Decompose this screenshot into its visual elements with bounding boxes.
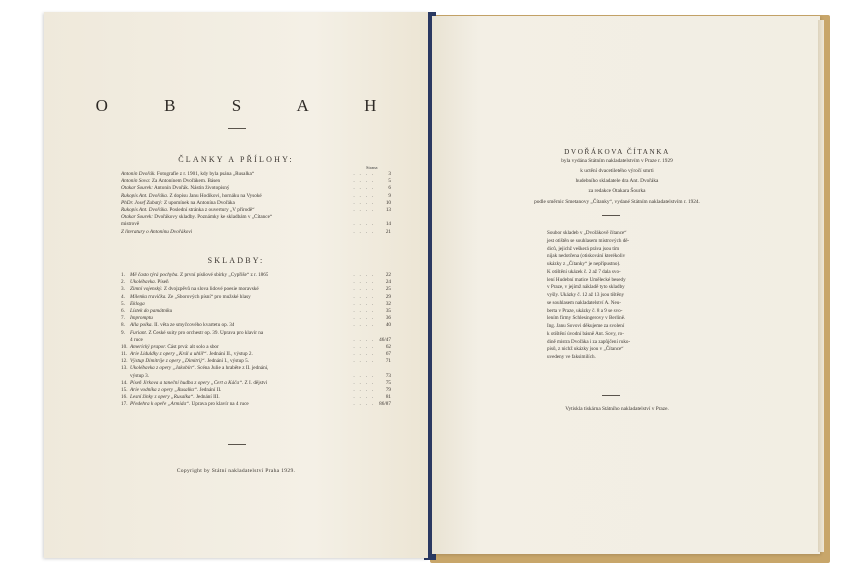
leader-dots: . . . .	[353, 351, 375, 358]
colophon-line: hudebního skladatele dra Ant. Dvořáka	[575, 178, 659, 184]
entry-number: 16.	[121, 394, 128, 401]
entry-page-number: 73	[385, 372, 391, 379]
colophon-title: DVOŘÁKOVA ČÍTANKA	[564, 148, 670, 156]
notice-line: dině mistra Dvořáka i za zapůjčení ruko-	[547, 338, 631, 345]
right-page	[432, 16, 820, 554]
entry-title: Alla polka.	[130, 322, 153, 329]
colophon-line: k uctění dvacetiletého výročí smrti	[580, 168, 654, 174]
notice-line: diců, jejichž veškerá práva jsou tím	[547, 245, 620, 252]
leader-dots: . . . .	[353, 199, 375, 206]
entry-title: Impromptu	[130, 315, 153, 322]
entry-page-number: 62	[385, 343, 391, 350]
entry-title: Ukolébavka.	[130, 279, 157, 286]
colophon-line: za redakce Otakara Šourka	[588, 188, 646, 194]
entry-page-number: 21	[385, 228, 391, 235]
toc-entry	[121, 358, 391, 365]
leader-dots: . . . .	[353, 286, 375, 293]
entry-text: Z České suity pro orchestr op. 39. Úprava pro klavír na	[147, 329, 264, 336]
toc-entry	[121, 308, 391, 315]
toc-entry	[121, 286, 391, 293]
printer-note: Vytiskla tiskárna Státního nakladatelství v Praze.	[565, 406, 669, 412]
entry-page-number: 14	[385, 221, 391, 228]
entry-page-number: 10	[385, 199, 391, 206]
leader-dots: . . . .	[353, 221, 375, 228]
entry-page-number: 22	[385, 272, 391, 278]
entry-number: 3.	[121, 286, 125, 293]
leader-dots: . . . .	[353, 336, 375, 343]
notice-line: Ing. Janu Sovovi děkujeme za svolení	[547, 323, 625, 329]
entry-number: 13.	[121, 365, 128, 372]
entry-text: Z první písňové sbírky „Cypřiše“ z r. 1865	[178, 272, 269, 278]
contents-title: O B S A H	[95, 96, 403, 115]
entry-title: Furiant.	[130, 329, 148, 336]
entry-text: Z upomínek na Antonína Dvořáka	[162, 199, 235, 206]
notice-line: lení Hudební matice Umělecké besedy	[547, 276, 626, 283]
toc-entry	[121, 294, 391, 301]
toc-entry	[121, 178, 391, 185]
articles-heading: ČLANKY A PŘÍLOHY:	[178, 155, 294, 164]
entry-title: Arie vodníka z opery „Rusalka“.	[130, 387, 199, 393]
entry-page-number: 24	[385, 279, 391, 286]
entry-page-number: 46/47	[379, 336, 391, 343]
entry-text: Ze „Sborových písní“ pro mužské hlasy	[166, 293, 251, 300]
entry-number: 4.	[121, 293, 125, 300]
entry-title: Píseň Jirkova a taneční hudba z opery „Čert a Káča“.	[130, 379, 244, 386]
entry-number: 11.	[121, 351, 128, 358]
permissions-notice	[547, 230, 677, 362]
entry-title: Milenka travička.	[130, 293, 167, 300]
notice-line: berta v Praze, ukázky č. 8 a 9 se svo-	[547, 307, 623, 314]
entry-page-number: 32	[385, 300, 391, 307]
entry-author: Otakar Šourek:	[121, 214, 153, 221]
entry-number: 14.	[121, 379, 128, 386]
entry-page-number: 35	[385, 307, 391, 314]
entry-author: Antonín Sova:	[121, 178, 151, 185]
entry-text: Poslední stránka z ouvertury „V přírodě“	[168, 206, 255, 213]
toc-entry	[121, 330, 391, 337]
entry-text: Jednání II.	[198, 387, 222, 393]
toc-entry	[121, 200, 391, 207]
entry-text: Píseň	[156, 279, 169, 286]
leader-dots: . . . .	[353, 387, 375, 393]
entry-author: Antonín Dvořák.	[121, 171, 156, 177]
toc-entry	[121, 301, 391, 308]
entry-author: PhDr. Josef Zubatý:	[121, 199, 163, 206]
toc-entry	[121, 229, 391, 236]
entry-number: 8.	[121, 322, 125, 329]
entry-text: Jednání I., výstup 5.	[205, 358, 250, 365]
leader-dots: . . . .	[353, 185, 375, 192]
entry-number: 1.	[121, 272, 125, 278]
entry-text: Část prvá: alt solo a sbor	[166, 343, 219, 350]
toc-entry	[121, 387, 391, 394]
leader-dots: . . . .	[353, 279, 375, 286]
notice-line: lením firmy Schlesingerovy v Berlíně.	[547, 315, 626, 322]
entry-title: Arie Liduldky z opery „Král a uhlíř“.	[130, 351, 208, 358]
notice-line: v Praze, v jejímž nákladě tyto skladby	[547, 284, 625, 291]
entry-text: Za Antonínem Dvořákem. Básen	[150, 178, 221, 185]
page-stack-edge	[818, 20, 824, 552]
notice-line: K otištění ukázek č. 2 až 7 dala svo-	[547, 268, 621, 275]
entry-title: Lístek do památníku	[130, 307, 173, 314]
entry-text: Fotografie z r. 1901, kdy byla psána „Rusalka“	[155, 171, 255, 177]
toc-entry	[121, 185, 391, 192]
notice-line: nijak nedotčena (otiskování kterékoliv	[547, 253, 626, 260]
entry-page-number: 75	[385, 379, 391, 386]
leader-dots: . . . .	[353, 401, 375, 408]
leader-dots: . . . .	[353, 178, 375, 185]
leader-dots: . . . .	[353, 272, 375, 278]
toc-entry	[121, 279, 391, 286]
notice-line: pisů, z nichž ukázky jsou v „Čítance“	[547, 346, 624, 353]
leader-dots: . . . .	[353, 379, 375, 386]
leader-dots: . . . .	[353, 343, 375, 350]
toc-entry	[121, 401, 391, 408]
notice-line: se souhlasem nakladatelství A. Neu-	[547, 299, 621, 306]
entry-page-number: 5	[388, 178, 391, 185]
leader-dots: . . . .	[353, 300, 375, 307]
entry-page-number: 36	[385, 315, 391, 322]
entry-page-number: 25	[385, 286, 391, 293]
leader-dots: . . . .	[353, 293, 375, 300]
entry-page-number: 71	[385, 358, 391, 365]
entry-page-number: 81	[385, 394, 391, 401]
leader-dots: . . . .	[353, 206, 375, 213]
entry-text: 4 ruce	[130, 336, 143, 343]
entry-text: Z I. dějství	[243, 379, 268, 386]
entry-text: Jednání II., výstup 2.	[207, 351, 253, 358]
entry-author: Z literatury o Antonínu Dvořákovi	[121, 228, 193, 235]
toc-entry	[121, 193, 391, 200]
colophon-line: byla vydána Státním nakladatelstvím v Praze r. 1929	[561, 158, 673, 164]
entry-page-number: 9	[388, 192, 391, 199]
entry-text: Jednání III.	[194, 394, 220, 401]
entry-text: Úprava pro klavír na 4 ruce	[190, 401, 249, 408]
entry-number: 2.	[121, 279, 125, 286]
entry-text: Z dvojzpěvů na slova lidové poesie moravské	[162, 286, 259, 293]
toc-entry	[121, 373, 391, 380]
entry-page-number: 13	[385, 206, 391, 213]
entry-author: Rukopis Ant. Dvořáka.	[121, 206, 169, 213]
entry-page-number: 86/87	[379, 401, 391, 408]
entry-number: 10.	[121, 343, 128, 350]
entry-number: 17.	[121, 401, 128, 408]
entry-title: Výstup Dimitrije z opery „Dimitrij“.	[130, 358, 206, 365]
entry-title: Předehra k opeře „Armida“.	[130, 401, 191, 408]
toc-entry	[121, 365, 391, 372]
entry-text: Scéna Julie a hraběte z II. jednání,	[195, 365, 269, 372]
toc-entry	[121, 394, 391, 401]
toc-entry	[121, 380, 391, 387]
toc-entry	[121, 315, 391, 322]
toc-entry	[121, 337, 391, 344]
colophon-divider-bottom	[602, 395, 620, 396]
colophon-divider	[602, 215, 620, 216]
entry-page-number: 40	[385, 322, 391, 329]
entry-page-number: 29	[385, 293, 391, 300]
entry-page-number: 79	[385, 387, 391, 393]
entry-page-number: 67	[385, 351, 391, 358]
leader-dots: . . . .	[353, 315, 375, 322]
entry-number: 9.	[121, 329, 125, 336]
entry-text: výstup 3.	[130, 372, 150, 379]
entry-number: 6.	[121, 307, 125, 314]
toc-entry	[121, 344, 391, 351]
entry-title: Mě často týrá pochyba.	[130, 272, 179, 278]
toc-entry	[121, 351, 391, 358]
entry-text: Z dopisu Janu Hodíkovi, hornáku na Vysoké	[168, 192, 262, 199]
entry-author: Otakar Šourek:	[121, 185, 153, 192]
entry-number: 12.	[121, 358, 128, 365]
entry-page-number: 6	[388, 185, 391, 192]
toc-entry	[121, 207, 391, 214]
articles-list	[121, 171, 391, 236]
notice-line: uvedeny ve faksimilích.	[547, 354, 596, 360]
page-column-label: Strana	[366, 165, 378, 170]
toc-entry	[121, 221, 391, 228]
entry-author: Rukopis Ant. Dvořáka.	[121, 192, 169, 199]
entry-text: mistrově	[121, 221, 140, 228]
toc-entry	[121, 272, 391, 279]
toc-entry	[121, 214, 391, 221]
copyright-footer: Copyright by Státní nakladatelství Praha 1929.	[176, 468, 296, 474]
toc-entry	[121, 322, 391, 329]
notice-line: Soubor skladeb v „Dvořákově čítance“	[547, 230, 627, 236]
leader-dots: . . . .	[353, 372, 375, 379]
entry-title: Ekloga	[130, 300, 145, 307]
colophon-line: podle směrnic Smetanovy „Čítanky“, vydané Státním nakladatelstvím r. 1924.	[534, 199, 700, 205]
entry-text: Antonín Dvořák. Nástin životopisný	[152, 185, 230, 192]
notice-line: jest otištěn se souhlasem mistrových dě-	[547, 237, 630, 244]
left-page	[44, 12, 428, 558]
leader-dots: . . . .	[353, 307, 375, 314]
title-divider	[228, 128, 246, 129]
notice-line: k otištění úvodní básně Ant. Sovy, ro-	[547, 330, 624, 337]
leader-dots: . . . .	[353, 358, 375, 365]
leader-dots: . . . .	[353, 171, 375, 177]
entry-number: 15.	[121, 387, 128, 393]
entry-title: Lesní žínky z opery „Rusalka“.	[130, 394, 195, 401]
notice-line: vyšly. Ukázky č. 12 až 13 jsou tištěny	[547, 292, 625, 298]
entry-number: 7.	[121, 315, 125, 322]
compositions-list	[121, 272, 391, 409]
entry-text: II. věta ze smyčcového kvartetu op. 34	[152, 322, 235, 329]
entry-title: Ukolébavka z opery „Jakobín“.	[130, 365, 196, 372]
entry-text: Dvořákovy skladby. Poznámky ke skladbám v „Čítance“	[152, 214, 273, 221]
notice-line: ukázky z „Čítanky“ je nepřípustno).	[547, 261, 621, 267]
toc-entry	[121, 171, 391, 178]
leader-dots: . . . .	[353, 394, 375, 401]
leader-dots: . . . .	[353, 322, 375, 329]
leader-dots: . . . .	[353, 192, 375, 199]
entry-title: Americký prapor.	[130, 343, 167, 350]
entry-number: 5.	[121, 300, 125, 307]
leader-dots: . . . .	[353, 228, 375, 235]
compositions-heading: SKLADBY:	[207, 256, 265, 265]
entry-page-number: 3	[388, 171, 391, 177]
footer-divider	[228, 444, 246, 445]
entry-title: Zimní vojenský.	[130, 286, 163, 293]
